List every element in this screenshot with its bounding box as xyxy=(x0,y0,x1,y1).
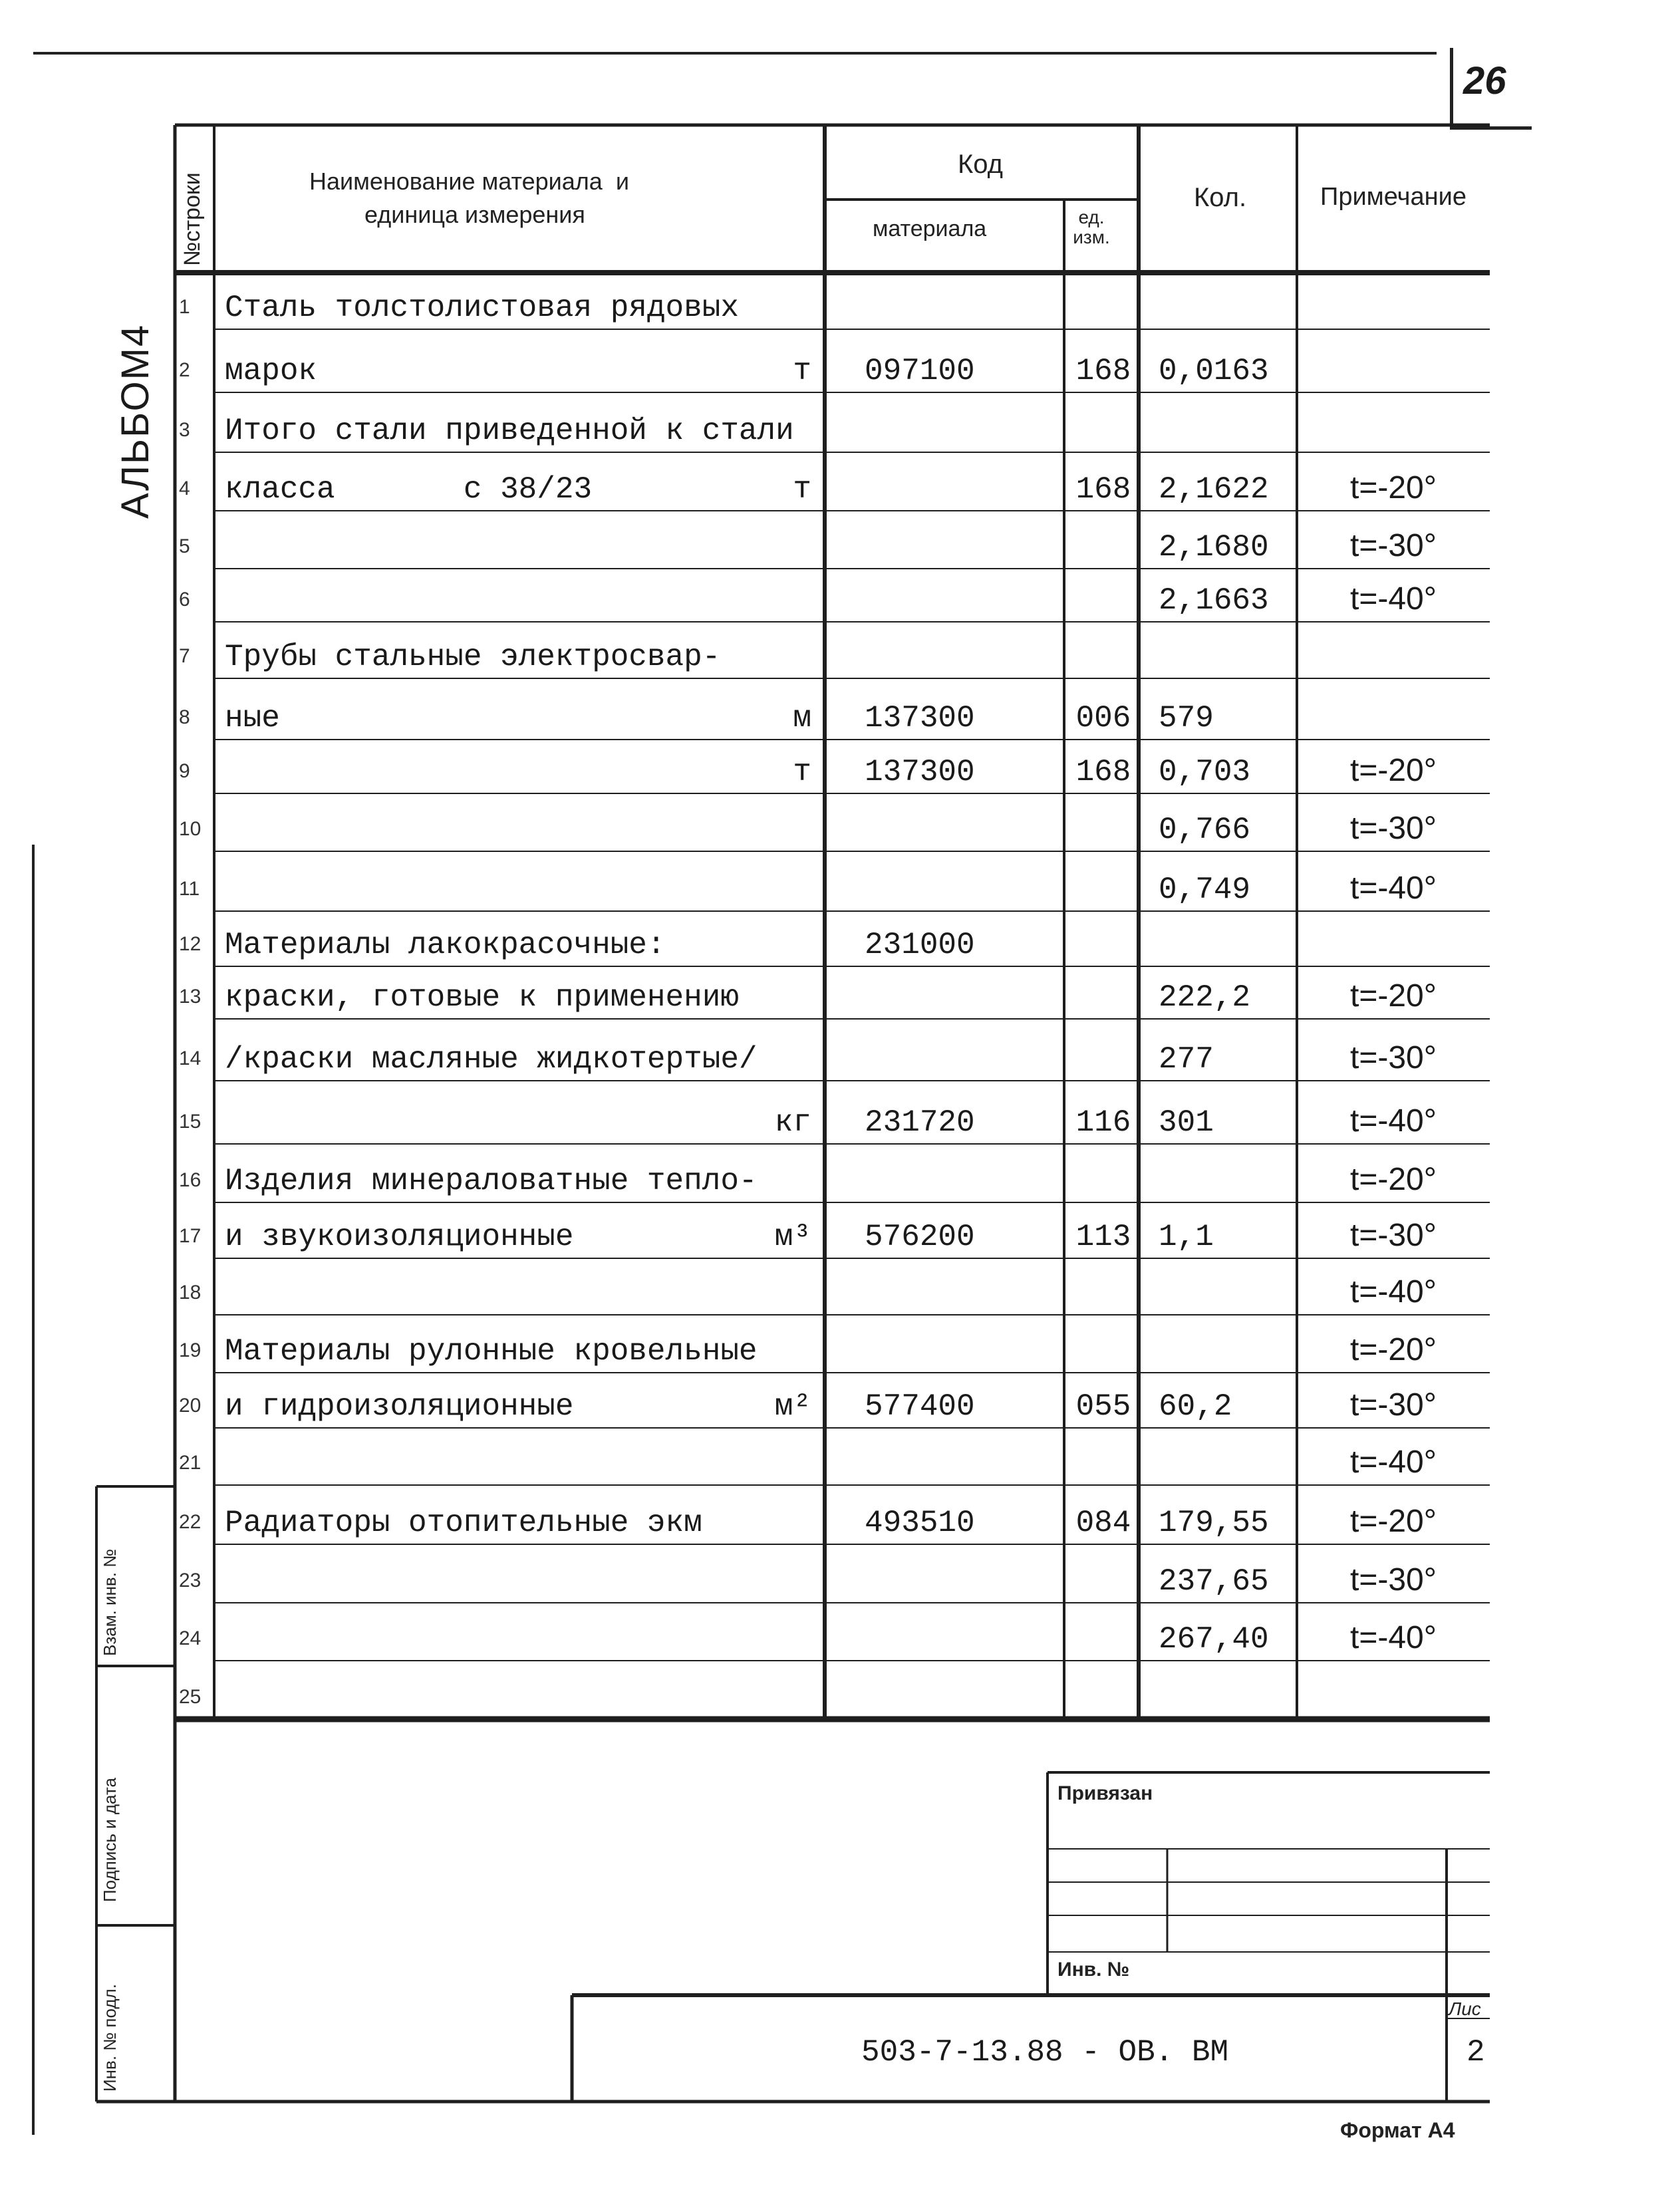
row-number: 6 xyxy=(179,589,190,611)
stamp-inventory-label: Инв. № xyxy=(1057,1959,1130,1981)
quantity: 2,1663 xyxy=(1159,583,1269,618)
temperature-note: t=-20° xyxy=(1350,1332,1437,1367)
stamp-sheet-label: Лис xyxy=(1449,1998,1481,2019)
quantity: 301 xyxy=(1159,1105,1214,1140)
row-number: 14 xyxy=(179,1047,202,1069)
temperature-note: t=-30° xyxy=(1350,1562,1437,1597)
material-code: 137300 xyxy=(865,701,975,736)
unit-of-measure: кг xyxy=(774,1105,811,1140)
row-number: 3 xyxy=(179,419,190,441)
row-number: 11 xyxy=(179,878,200,900)
material-name: ные xyxy=(225,701,280,736)
temperature-note: t=-30° xyxy=(1350,1218,1437,1253)
header-quantity: Кол. xyxy=(1194,183,1247,212)
material-name: Сталь толстолистовая рядовых xyxy=(225,291,739,325)
quantity: 277 xyxy=(1159,1042,1214,1077)
unit-code: 113 xyxy=(1075,1220,1131,1254)
quantity: 267,40 xyxy=(1159,1622,1269,1657)
quantity: 0,703 xyxy=(1159,755,1251,789)
material-code: 231000 xyxy=(865,928,975,962)
material-name: /краски масляные жидкотертые/ xyxy=(225,1042,758,1077)
material-code: 097100 xyxy=(865,354,975,388)
material-code: 137300 xyxy=(865,755,975,789)
side-stamp-inv-original: Инв. № подл. xyxy=(100,1984,120,2092)
row-number: 1 xyxy=(179,296,190,318)
row-number: 5 xyxy=(179,535,190,557)
header-code: Код xyxy=(958,150,1004,179)
header-name-line1: Наименование материала и xyxy=(309,168,629,195)
unit-code: 116 xyxy=(1075,1105,1131,1140)
header-row-number: №строки xyxy=(180,172,205,266)
page-number: 26 xyxy=(1463,59,1506,102)
temperature-note: t=-20° xyxy=(1350,978,1437,1014)
unit-of-measure: т xyxy=(793,472,811,507)
material-code: 493510 xyxy=(865,1506,975,1540)
row-number: 18 xyxy=(179,1282,202,1304)
unit-code: 168 xyxy=(1075,472,1131,507)
temperature-note: t=-30° xyxy=(1350,1387,1437,1423)
unit-code: 168 xyxy=(1075,755,1131,789)
side-stamp-replace-inv: Взам. инв. № xyxy=(100,1548,120,1656)
quantity: 237,65 xyxy=(1159,1564,1269,1599)
row-number: 2 xyxy=(179,359,190,381)
unit-of-measure: т xyxy=(793,755,811,789)
material-name: Материалы лакокрасочные: xyxy=(225,928,666,962)
side-stamp-sign-date: Подпись и дата xyxy=(100,1777,120,1902)
unit-of-measure: м³ xyxy=(774,1220,811,1254)
temperature-note: t=-30° xyxy=(1350,528,1437,563)
row-number: 16 xyxy=(179,1169,202,1191)
temperature-note: t=-40° xyxy=(1350,1103,1437,1139)
header-note: Примечание xyxy=(1320,183,1467,211)
temperature-note: t=-40° xyxy=(1350,871,1437,906)
temperature-note: t=-30° xyxy=(1350,811,1437,846)
row-number: 9 xyxy=(179,760,190,782)
row-number: 12 xyxy=(179,933,202,955)
row-number: 15 xyxy=(179,1111,202,1133)
quantity: 1,1 xyxy=(1159,1220,1214,1254)
quantity: 179,55 xyxy=(1159,1506,1269,1540)
unit-code: 168 xyxy=(1075,354,1131,388)
row-number: 13 xyxy=(179,986,202,1008)
unit-code: 006 xyxy=(1075,701,1131,736)
temperature-note: t=-20° xyxy=(1350,753,1437,788)
material-name: краски, готовые к применению xyxy=(225,980,739,1015)
unit-code: 055 xyxy=(1075,1389,1131,1424)
material-name: класса с 38/23 xyxy=(225,472,593,507)
material-code: 577400 xyxy=(865,1389,975,1424)
unit-of-measure: м² xyxy=(774,1389,811,1424)
material-name: марок xyxy=(225,354,317,388)
quantity: 0,766 xyxy=(1159,813,1251,847)
material-code: 576200 xyxy=(865,1220,975,1254)
row-number: 8 xyxy=(179,706,190,728)
row-number: 22 xyxy=(179,1511,202,1533)
quantity: 0,749 xyxy=(1159,873,1251,907)
header-code-unit: ед. изм. xyxy=(1073,207,1110,247)
stamp-sheet-number: 2 xyxy=(1467,2035,1485,2070)
temperature-note: t=-40° xyxy=(1350,1274,1437,1309)
row-number: 10 xyxy=(179,818,202,840)
row-number: 4 xyxy=(179,478,190,499)
row-number: 24 xyxy=(179,1627,202,1649)
material-name: Трубы стальные электросвар- xyxy=(225,640,721,674)
unit-of-measure: м xyxy=(793,701,811,736)
row-number: 19 xyxy=(179,1339,202,1361)
row-number: 7 xyxy=(179,645,190,667)
temperature-note: t=-20° xyxy=(1350,1504,1437,1539)
page-format-label: Формат А4 xyxy=(1340,2118,1455,2142)
material-name: и гидроизоляционные xyxy=(225,1389,574,1424)
row-number: 17 xyxy=(179,1225,202,1247)
material-name: Итого стали приведенной к стали xyxy=(225,414,794,448)
album-label: АЛЬБОМ4 xyxy=(114,323,157,519)
material-name: Радиаторы отопительные экм xyxy=(225,1506,702,1540)
material-code: 231720 xyxy=(865,1105,975,1140)
quantity: 222,2 xyxy=(1159,980,1251,1015)
unit-code: 084 xyxy=(1075,1506,1131,1540)
quantity: 60,2 xyxy=(1159,1389,1232,1424)
material-name: и звукоизоляционные xyxy=(225,1220,574,1254)
temperature-note: t=-40° xyxy=(1350,1445,1437,1480)
unit-of-measure: т xyxy=(793,354,811,388)
temperature-note: t=-20° xyxy=(1350,1162,1437,1197)
quantity: 2,1622 xyxy=(1159,472,1269,507)
temperature-note: t=-40° xyxy=(1350,1620,1437,1655)
quantity: 0,0163 xyxy=(1159,354,1269,388)
header-code-material: материала xyxy=(873,216,987,241)
stamp-document-code: 503-7-13.88 - ОВ. ВМ xyxy=(861,2035,1229,2070)
row-number: 20 xyxy=(179,1395,202,1417)
quantity: 579 xyxy=(1159,701,1214,736)
stamp-bound-label: Привязан xyxy=(1057,1782,1153,1804)
row-number: 25 xyxy=(179,1686,202,1708)
row-number: 21 xyxy=(179,1452,202,1474)
material-name: Материалы рулонные кровельные xyxy=(225,1334,758,1369)
header-name-line2: единица измерения xyxy=(364,201,585,228)
temperature-note: t=-20° xyxy=(1350,470,1437,505)
temperature-note: t=-30° xyxy=(1350,1040,1437,1075)
temperature-note: t=-40° xyxy=(1350,581,1437,617)
material-name: Изделия минераловатные тепло- xyxy=(225,1164,758,1198)
row-number: 23 xyxy=(179,1570,202,1591)
quantity: 2,1680 xyxy=(1159,530,1269,565)
